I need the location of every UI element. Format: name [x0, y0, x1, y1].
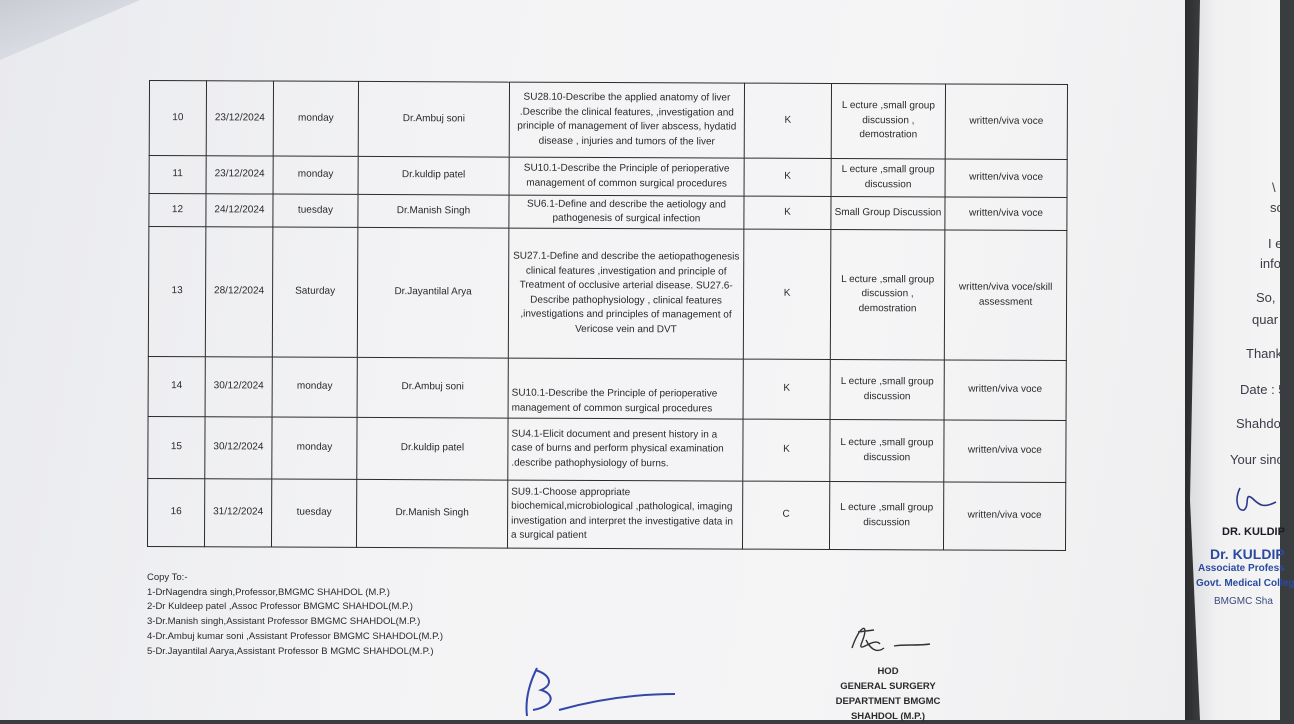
faculty-cell: Dr.Ambuj soni — [358, 81, 509, 157]
serial-number-cell: 10 — [149, 80, 206, 155]
hod-block — [833, 664, 943, 724]
date-cell: 30/12/2024 — [205, 357, 272, 417]
adjacent-line: Shahdol — [1236, 416, 1284, 431]
adjacent-line: Date : 5 — [1240, 382, 1286, 397]
teaching-method-cell: L ecture ,small group discussion , demostration — [831, 83, 945, 158]
assessment-cell: written/viva voce — [945, 197, 1067, 231]
adjacent-line: Thank — [1246, 346, 1283, 361]
faculty-cell: Dr.Manish Singh — [358, 194, 509, 228]
adjacent-line: info — [1260, 256, 1281, 271]
copy-to-item: 4-Dr.Ambuj kumar soni ,Assistant Professor BMGMC SHAHDOL(M.P.) — [147, 630, 443, 642]
adjacent-line: I e — [1268, 236, 1283, 251]
copy-to-item: 2-Dr Kuldeep patel ,Assoc Professor BMGMC SHAHDOL(M.P.) — [147, 601, 413, 613]
teaching-method-cell: L ecture ,small group discussion — [830, 359, 944, 419]
domain-cell: K — [744, 196, 831, 229]
faculty-cell: Dr.kuldip patel — [358, 156, 509, 195]
topic-cell: SU6.1-Define and describe the aetiology and pathogenesis of surgical infection — [509, 195, 744, 229]
table-row — [148, 356, 1066, 420]
day-cell: monday — [273, 81, 358, 156]
teaching-method-cell: L ecture ,small group discussion — [831, 158, 945, 196]
topic-cell: SU28.10-Describe the applied anatomy of liver .Describe the clinical features, ,investigation and principle of management of liver abscess, hydatid disease , injuries and tumors of the liver — [509, 82, 744, 158]
day-cell: monday — [273, 156, 358, 194]
adjacent-line: so — [1270, 200, 1284, 215]
copy-to-item: 1-DrNagendra singh,Professor,BMGMC SHAHDOL (M.P.) — [147, 586, 390, 598]
stamp-title: Associate Profess — [1198, 563, 1285, 574]
assessment-cell: written/viva voce — [943, 482, 1065, 551]
domain-cell: K — [744, 83, 831, 158]
serial-number-cell: 11 — [149, 155, 206, 193]
date-cell: 24/12/2024 — [206, 194, 273, 227]
hod-department: GENERAL SURGERY — [840, 681, 936, 692]
faculty-cell: Dr.kuldip patel — [357, 417, 508, 480]
serial-number-cell: 16 — [147, 478, 204, 546]
assessment-cell: written/viva voce — [944, 420, 1066, 483]
copy-to-heading: Copy To:- — [147, 572, 188, 583]
stamp-name: Dr. KULDIP — [1210, 546, 1285, 562]
assessment-cell: written/viva voce — [944, 360, 1066, 421]
day-cell: monday — [272, 357, 357, 417]
copy-to-item: 5-Dr.Jayantilal Aarya,Assistant Professor B MGMC SHAHDOL(M.P.) — [147, 645, 434, 657]
day-cell: monday — [272, 417, 357, 479]
date-cell: 31/12/2024 — [204, 479, 271, 547]
topic-cell: SU4.1-Elicit document and present history in a case of burns and perform physical examination .describe pathophysiology of burns. — [508, 418, 743, 481]
assessment-cell: written/viva voce — [945, 159, 1067, 198]
table-row — [147, 478, 1065, 550]
date-cell: 30/12/2024 — [205, 417, 272, 479]
date-cell: 23/12/2024 — [206, 81, 273, 156]
adjacent-signature — [1230, 480, 1280, 520]
copy-to-item: 3-Dr.Manish singh,Assistant Professor BMGMC SHAHDOL(M.P.) — [147, 616, 421, 628]
copy-to-list — [147, 571, 443, 659]
serial-number-cell: 15 — [148, 416, 205, 478]
hod-department: DEPARTMENT BMGMC — [835, 696, 941, 707]
topic-cell: SU10.1-Describe the Principle of perioperative management of common surgical procedures — [508, 358, 743, 419]
adjacent-line: Your sinc — [1230, 452, 1283, 467]
teaching-method-cell: Small Group Discussion — [831, 196, 945, 229]
assessment-cell: written/viva voce/skill assessment — [944, 230, 1067, 361]
serial-number-cell: 14 — [148, 356, 205, 416]
domain-cell: C — [742, 481, 829, 549]
faculty-cell: Dr.Jayantilal Arya — [357, 227, 509, 358]
date-cell: 28/12/2024 — [205, 227, 273, 357]
adjacent-name: DR. KULDIP — [1222, 526, 1285, 538]
teaching-method-cell: L ecture ,small group discussion — [830, 419, 944, 481]
table-row — [149, 193, 1067, 230]
domain-cell: K — [744, 158, 831, 196]
table-row — [148, 226, 1067, 360]
day-cell: tuesday — [271, 479, 356, 547]
stamp-college: Govt. Medical Colleg — [1196, 578, 1294, 589]
table-row — [149, 80, 1067, 159]
domain-cell: K — [743, 359, 830, 419]
adjacent-line: So, — [1256, 290, 1276, 305]
adjacent-line: quar — [1252, 312, 1279, 327]
stamp-location: BMGMC Sha — [1214, 596, 1273, 607]
serial-number-cell: 12 — [149, 193, 206, 226]
day-cell: tuesday — [273, 194, 358, 227]
date-cell: 23/12/2024 — [206, 156, 273, 194]
table-row — [148, 416, 1066, 482]
faculty-cell: Dr.Manish Singh — [356, 479, 507, 548]
assessment-cell: written/viva voce — [945, 84, 1067, 160]
topic-cell: SU10.1-Describe the Principle of perioperative management of common surgical procedures — [509, 157, 744, 196]
domain-cell: K — [743, 419, 830, 481]
table-row — [149, 155, 1067, 197]
teaching-method-cell: L ecture ,small group discussion , demostration — [830, 229, 945, 359]
blue-ink-signature — [515, 660, 695, 720]
hod-location: SHAHDOL (M.P.) — [850, 711, 926, 722]
serial-number-cell: 13 — [148, 226, 206, 356]
faculty-cell: Dr.Ambuj soni — [357, 357, 508, 418]
hod-title: HOD — [877, 666, 899, 677]
domain-cell: K — [743, 229, 831, 359]
hod-signature — [840, 618, 940, 668]
teaching-method-cell: L ecture ,small group discussion — [829, 481, 943, 549]
teaching-schedule-table — [147, 80, 1068, 551]
adjacent-line: \ — [1272, 180, 1276, 195]
topic-cell: SU27.1-Define and describe the aetiopathogenesis clinical features ,investigation and principle of Treatment of occlusive arterial disease. SU27.6-Describe pathophysiology , clinical features ,investigations and principles of management of Vericose vein and DVT — [508, 228, 744, 359]
day-cell: Saturday — [272, 227, 358, 357]
topic-cell: SU9.1-Choose appropriate biochemical,microbiological ,pathological, imaging investigation and interpret the investigative data in a surgical patient — [507, 480, 742, 549]
